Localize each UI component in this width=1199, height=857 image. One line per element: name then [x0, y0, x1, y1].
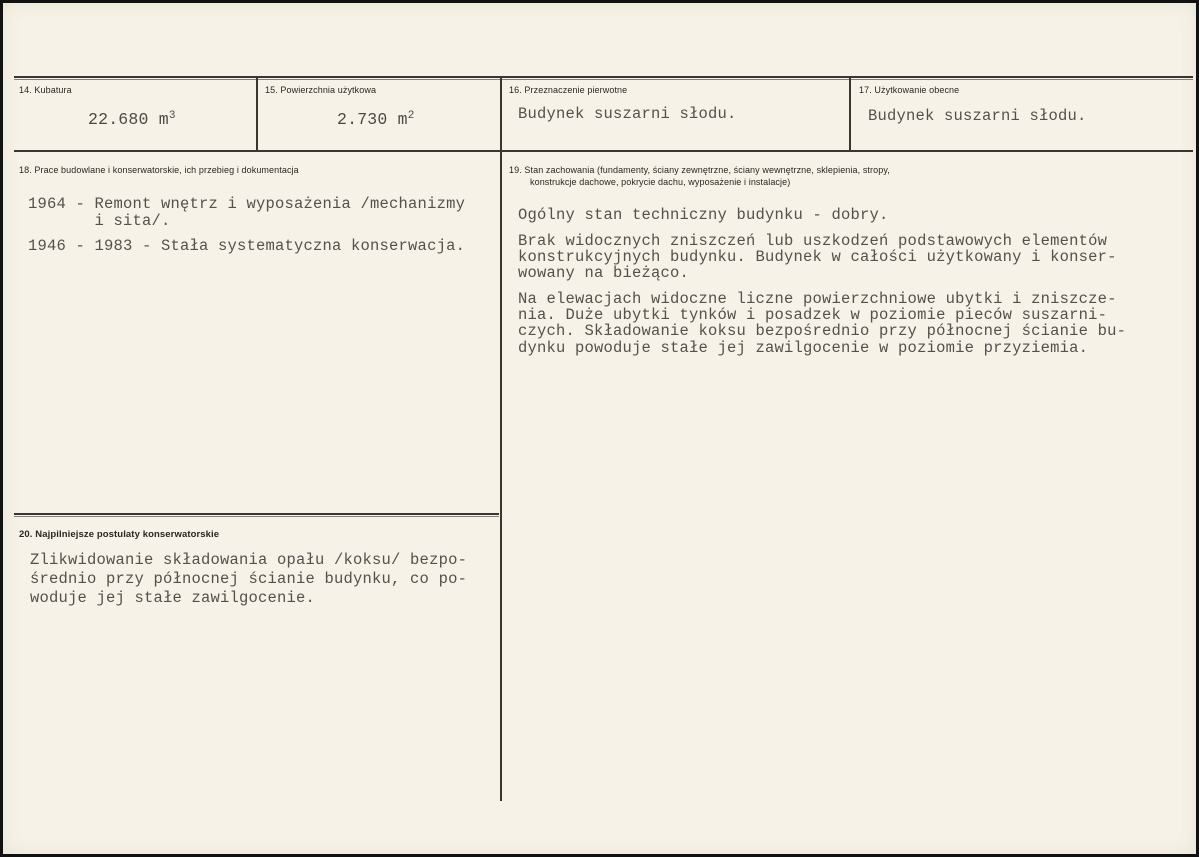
- field-19-line-2: Brak widocznych zniszczeń lub uszkodzeń podstawowych elementów: [518, 232, 1108, 250]
- divider-16-17: [849, 77, 851, 152]
- field-20-line-3: woduje jej stałe zawilgocenie.: [30, 589, 316, 607]
- field20-top-rule: [14, 513, 499, 515]
- divider-15-16: [500, 77, 502, 152]
- field-18-label: 18. Prace budowlane i konserwatorskie, ich przebieg i dokumentacja: [19, 165, 299, 175]
- field-19-line-3: konstrukcyjnych budynku. Budynek w całości użytkowany i konser-: [518, 248, 1117, 266]
- field-18-line-1: 1964 - Remont wnętrz i wyposażenia /mechanizmy: [28, 195, 466, 213]
- field-18-line-2: i sita/.: [28, 212, 171, 230]
- field-16-value: Budynek suszarni słodu.: [518, 105, 737, 123]
- field-20-line-2: średnio przy północnej ścianie budynku, co po-: [30, 570, 468, 588]
- field20-top-rule-thin: [14, 516, 499, 517]
- field-19-line-7: czych. Składowanie koksu bezpośrednio przy północnej ścianie bu-: [518, 322, 1127, 340]
- field-19-label-line-1: 19. Stan zachowania (fundamenty, ściany zewnętrzne, ściany wewnętrzne, sklepienia, stropy,: [509, 165, 890, 175]
- field-15-value: [337, 111, 415, 128]
- field-14-unit-sup: 3: [168, 110, 176, 122]
- field-15-unit-sup: 2: [407, 110, 415, 122]
- field-19-line-6: nia. Duże ubytki tynków i posadzek w poziomie pieców suszarni-: [518, 306, 1108, 324]
- field-20-line-1: Zlikwidowanie składowania opału /koksu/ bezpo-: [30, 551, 468, 569]
- field-15-label: 15. Powierzchnia użytkowa: [265, 85, 377, 95]
- field-17-label: 17. Użytkowanie obecne: [859, 85, 960, 95]
- row1-bottom-rule: [14, 150, 1193, 152]
- field-19-line-5: Na elewacjach widoczne liczne powierzchniowe ubytki i zniszcze-: [518, 290, 1117, 308]
- field-16-label: 16. Przeznaczenie pierwotne: [509, 85, 628, 95]
- field-18-line-3: 1946 - 1983 - Stała systematyczna konserwacja.: [28, 237, 466, 255]
- field-19-line-8: dynku powoduje stałe jej zawilgocenie w poziomie przyziemia.: [518, 339, 1089, 357]
- divider-14-15: [256, 77, 258, 152]
- top-rule-thin: [14, 79, 1193, 80]
- top-rule: [14, 76, 1193, 78]
- field-19-label-line-2: konstrukcje dachowe, pokrycie dachu, wyposażenie i instalacje): [530, 177, 791, 187]
- field-14-value: [88, 111, 176, 128]
- field-19-line-4: wowany na bieżąco.: [518, 264, 690, 282]
- field-20-label: 20. Najpilniejsze postulaty konserwatorskie: [19, 529, 220, 540]
- main-divider: [500, 151, 502, 801]
- field-19-line-1: Ogólny stan techniczny budynku - dobry.: [518, 206, 889, 224]
- record-card: [3, 3, 1196, 854]
- field-14-value-text: 22.680 m: [88, 110, 169, 129]
- field-17-value: Budynek suszarni słodu.: [868, 107, 1087, 125]
- field-15-value-text: 2.730 m: [337, 110, 408, 129]
- field-14-label: 14. Kubatura: [19, 85, 72, 95]
